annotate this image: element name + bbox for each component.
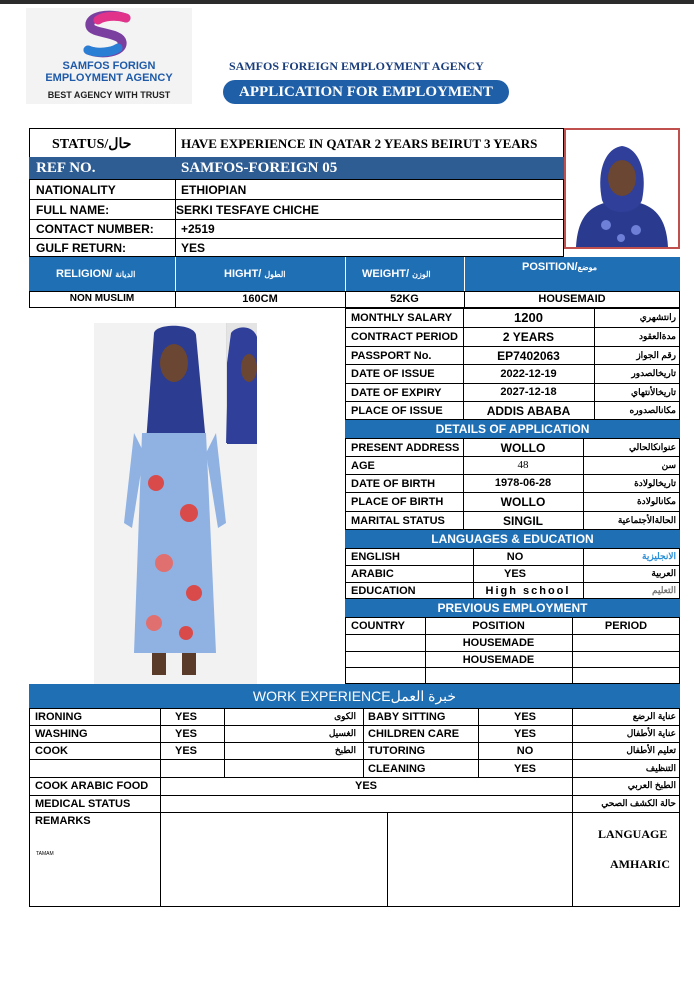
work-right-label-2: CHILDREN CARE bbox=[368, 728, 460, 740]
religion-label: RELIGION/ الديانة bbox=[56, 268, 136, 280]
gulf-label: GULF RETURN: bbox=[36, 241, 126, 255]
app-ar-dob: تاريخالولادة bbox=[634, 478, 676, 488]
language-value: AMHARIC bbox=[610, 857, 670, 871]
work-right-ar-1: عناية الرضع bbox=[632, 711, 676, 721]
contact-value: +2519 bbox=[181, 222, 215, 236]
work-left-value-1: YES bbox=[175, 711, 198, 723]
work-left-ar-2: الغسيل bbox=[328, 728, 356, 738]
work-left-label-1: IRONING bbox=[35, 711, 83, 723]
work-left-ar-1: الكوى bbox=[334, 711, 356, 721]
previous-col-country: COUNTRY bbox=[351, 620, 405, 632]
app-value-address: WOLLO bbox=[500, 441, 546, 455]
ref-value: SAMFOS-FOREIGN 05 bbox=[181, 160, 338, 176]
passport-photo bbox=[564, 128, 680, 249]
lang-ar-arabic: العربية bbox=[651, 568, 676, 578]
previous-col-period: PERIOD bbox=[604, 620, 648, 632]
arabic-food-value: YES bbox=[354, 780, 377, 792]
lang-ar-english: الانجليزية bbox=[642, 551, 676, 561]
detail-ar-passport: رقم الجواز bbox=[636, 350, 676, 360]
medical-label: MEDICAL STATUS bbox=[35, 798, 131, 810]
logo-tagline: BEST AGENCY WITH TRUST bbox=[47, 90, 171, 100]
work-left-label-2: WASHING bbox=[35, 728, 88, 740]
detail-label-expiry: DATE OF EXPIRY bbox=[351, 387, 442, 399]
work-left-value-2: YES bbox=[175, 728, 198, 740]
religion-value: NON MUSLIM bbox=[69, 293, 135, 304]
detail-label-salary: MONTHLY SALARY bbox=[351, 312, 453, 324]
lang-ar-education: التعليم bbox=[652, 585, 676, 595]
ref-label: REF NO. bbox=[36, 160, 96, 176]
weight-value: 52KG bbox=[390, 293, 419, 305]
detail-value-issue: 2022-12-19 bbox=[500, 368, 557, 380]
work-right-value-1: YES bbox=[513, 711, 536, 723]
previous-row-2-position: HOUSEMADE bbox=[462, 654, 535, 666]
work-title: WORK EXPERIENCEخبرة العمل bbox=[29, 684, 680, 708]
work-right-ar-4: التنظيف bbox=[645, 763, 676, 773]
app-ar-address: عنوانكالحالي bbox=[629, 442, 676, 452]
detail-label-contract: CONTRACT PERIOD bbox=[351, 331, 458, 343]
work-left-label-3: COOK bbox=[35, 745, 68, 757]
app-value-marital: SINGIL bbox=[502, 514, 543, 528]
work-right-label-1: BABY SITTING bbox=[368, 711, 446, 723]
nationality-value: ETHIOPIAN bbox=[181, 183, 247, 197]
detail-label-issue: DATE OF ISSUE bbox=[351, 368, 435, 380]
work-left-value-3: YES bbox=[175, 745, 198, 757]
work-right-ar-3: تعليم الأطفال bbox=[626, 745, 676, 755]
logo-line1: SAMFOS FORIGN bbox=[62, 60, 156, 72]
fullname-label: FULL NAME: bbox=[36, 203, 110, 217]
agency-name: SAMFOS FOREIGN EMPLOYMENT AGENCY bbox=[229, 59, 484, 73]
status-label: STATUS/حال bbox=[52, 137, 132, 152]
lang-value-education: High school bbox=[485, 585, 571, 597]
logo-s-icon bbox=[68, 10, 148, 58]
app-label-address: PRESENT ADDRESS bbox=[351, 442, 460, 454]
detail-ar-issue: تاريخالصدور bbox=[631, 368, 676, 378]
detail-label-passport: PASSPORT No. bbox=[351, 350, 432, 362]
height-label: HIGHT/ الطول bbox=[224, 268, 286, 280]
app-value-dob: 1978-06-28 bbox=[494, 477, 552, 489]
arabic-food-label: COOK ARABIC FOOD bbox=[35, 780, 149, 792]
app-ar-pob: مكانالولادة bbox=[636, 496, 676, 506]
app-label-marital: MARITAL STATUS bbox=[351, 515, 445, 527]
work-left-ar-3: الطبخ bbox=[334, 745, 356, 755]
language-label: LANGUAGE bbox=[598, 827, 668, 841]
lang-label-arabic: ARABIC bbox=[351, 568, 394, 580]
remarks-small: TAMAM bbox=[36, 851, 54, 857]
detail-ar-place-issue: مكانالصدوره bbox=[629, 405, 676, 415]
app-label-pob: PLACE OF BIRTH bbox=[351, 496, 444, 508]
detail-value-expiry: 2027-12-18 bbox=[500, 386, 557, 398]
app-value-age: 48 bbox=[517, 459, 529, 471]
work-right-ar-2: عناية الأطفال bbox=[626, 728, 676, 738]
logo-line2: EMPLOYMENT AGENCY bbox=[45, 72, 173, 84]
work-right-label-4: CLEANING bbox=[368, 763, 426, 775]
detail-value-place-issue: ADDIS ABABA bbox=[486, 404, 571, 418]
application-title: DETAILS OF APPLICATION bbox=[345, 420, 680, 438]
side-photo-strip bbox=[227, 323, 257, 444]
top-border bbox=[0, 0, 694, 4]
position-value: HOUSEMAID bbox=[538, 293, 606, 305]
detail-ar-expiry: تاريخالأنتهاي bbox=[631, 387, 676, 397]
languages-title: LANGUAGES & EDUCATION bbox=[345, 530, 680, 548]
gulf-value: YES bbox=[181, 241, 206, 255]
work-right-value-2: YES bbox=[513, 728, 536, 740]
contact-label: CONTACT NUMBER: bbox=[36, 222, 154, 236]
form-title: APPLICATION FOR EMPLOYMENT bbox=[223, 80, 509, 104]
previous-title: PREVIOUS EMPLOYMENT bbox=[345, 599, 680, 617]
height-value: 160CM bbox=[242, 293, 278, 305]
lang-label-english: ENGLISH bbox=[351, 551, 400, 563]
app-value-pob: WOLLO bbox=[500, 495, 546, 509]
app-ar-marital: الحالةالأجتماعية bbox=[617, 515, 676, 525]
weight-label: WEIGHT/ الوزن bbox=[362, 268, 431, 280]
detail-value-salary: 1200 bbox=[514, 310, 543, 325]
lang-value-english: NO bbox=[506, 551, 524, 563]
app-label-dob: DATE OF BIRTH bbox=[351, 478, 436, 490]
work-right-value-3: NO bbox=[516, 745, 534, 757]
work-right-label-3: TUTORING bbox=[368, 745, 426, 757]
lang-value-arabic: YES bbox=[503, 568, 526, 580]
arabic-food-ar: الطبخ العربي bbox=[627, 780, 676, 790]
fullname-value: SERKI TESFAYE CHICHE bbox=[176, 203, 319, 217]
detail-ar-contract: مدةالعقود bbox=[638, 331, 676, 341]
lang-label-education: EDUCATION bbox=[351, 585, 416, 597]
medical-ar: حالة الكشف الصحي bbox=[601, 798, 676, 808]
position-label: POSITION/موضع bbox=[522, 261, 598, 273]
nationality-label: NATIONALITY bbox=[36, 183, 116, 197]
detail-label-place-issue: PLACE OF ISSUE bbox=[351, 405, 443, 417]
detail-value-contract: 2 YEARS bbox=[502, 330, 555, 344]
previous-row-1-position: HOUSEMADE bbox=[462, 637, 535, 649]
app-label-age: AGE bbox=[351, 460, 375, 472]
detail-ar-salary: رانتشهري bbox=[639, 312, 676, 322]
previous-col-position: POSITION bbox=[472, 620, 525, 632]
remarks-label: REMARKS bbox=[35, 815, 91, 827]
agency-logo bbox=[26, 8, 192, 104]
detail-value-passport: EP7402063 bbox=[497, 349, 560, 363]
work-right-value-4: YES bbox=[513, 763, 536, 775]
status-value: HAVE EXPERIENCE IN QATAR 2 YEARS BEIRUT 3 YEARS bbox=[181, 136, 538, 151]
app-ar-age: سن bbox=[661, 460, 676, 470]
